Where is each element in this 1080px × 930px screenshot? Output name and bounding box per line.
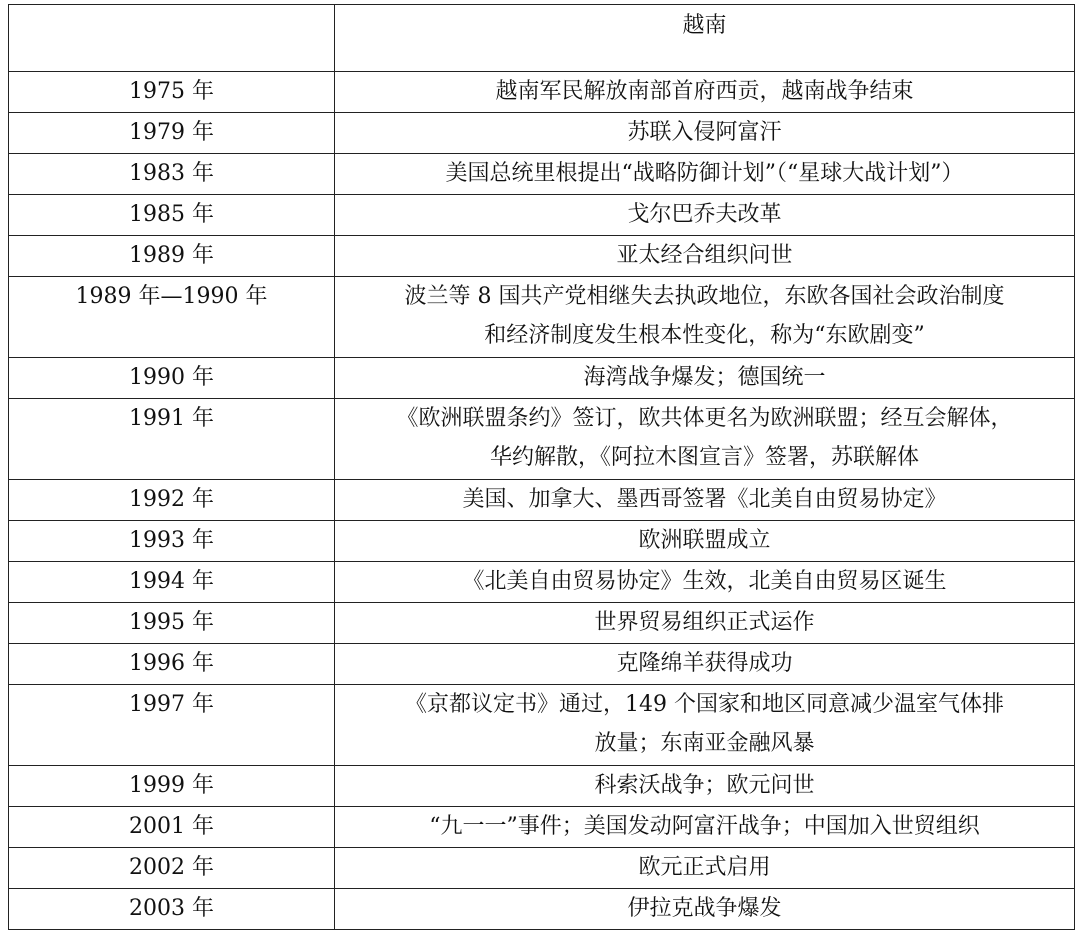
event-line: 华约解散，《阿拉木图宣言》签署，苏联解体 (489, 445, 919, 470)
table-row (9, 113, 1075, 154)
event-cell (335, 72, 1075, 113)
event-cell (335, 399, 1075, 480)
header-year-cell (9, 5, 335, 72)
year-cell: 2003 年 (9, 889, 335, 930)
event-line: 克隆绵羊获得成功 (616, 651, 793, 676)
table-row (9, 848, 1075, 889)
year-cell: 1985 年 (9, 195, 335, 236)
event-line: 苏联入侵阿富汗 (627, 120, 782, 145)
year-cell: 1991 年 (9, 399, 335, 480)
year-cell: 1975 年 (9, 72, 335, 113)
timeline-body (9, 5, 1075, 930)
table-row (9, 358, 1075, 399)
event-line: 世界贸易组织正式运作 (594, 610, 815, 635)
event-line: 伊拉克战争爆发 (627, 896, 782, 921)
year-cell: 1995 年 (9, 603, 335, 644)
table-row (9, 195, 1075, 236)
table-row (9, 562, 1075, 603)
year-cell: 1989 年 (9, 236, 335, 277)
year-cell: 1993 年 (9, 521, 335, 562)
year-cell: 2001 年 (9, 807, 335, 848)
table-row (9, 603, 1075, 644)
event-cell (335, 562, 1075, 603)
table-row (9, 399, 1075, 480)
header-row (9, 5, 1075, 72)
event-line: 欧洲联盟成立 (638, 528, 771, 553)
header-event-cell: 越南 (335, 5, 1075, 72)
event-cell (335, 113, 1075, 154)
year-cell: 1989 年—1990 年 (9, 277, 335, 358)
event-cell (335, 644, 1075, 685)
year-cell: 1994 年 (9, 562, 335, 603)
year-cell: 1990 年 (9, 358, 335, 399)
event-line: 科索沃战争；欧元问世 (594, 773, 815, 798)
year-cell: 1983 年 (9, 154, 335, 195)
event-line: 海湾战争爆发；德国统一 (583, 365, 826, 390)
event-cell (335, 480, 1075, 521)
event-cell (335, 358, 1075, 399)
table-row (9, 154, 1075, 195)
event-line: 亚太经合组织问世 (616, 243, 793, 268)
table-row (9, 766, 1075, 807)
event-cell (335, 521, 1075, 562)
table-row (9, 277, 1075, 358)
event-cell (335, 154, 1075, 195)
event-cell (335, 277, 1075, 358)
table-row (9, 889, 1075, 930)
year-cell: 1999 年 (9, 766, 335, 807)
year-cell: 1996 年 (9, 644, 335, 685)
event-cell (335, 766, 1075, 807)
table-row (9, 480, 1075, 521)
event-line: 《北美自由贸易协定》生效，北美自由贸易区诞生 (462, 569, 947, 594)
event-line: 波兰等 8 国共产党相继失去执政地位，东欧各国社会政治制度 (404, 284, 1005, 309)
table-row (9, 644, 1075, 685)
event-line: 和经济制度发生根本性变化，称为“东欧剧变” (484, 323, 925, 348)
table-row (9, 685, 1075, 766)
event-line: 戈尔巴乔夫改革 (627, 202, 782, 227)
event-line: 欧元正式启用 (638, 855, 771, 880)
year-cell: 2002 年 (9, 848, 335, 889)
event-cell (335, 236, 1075, 277)
event-line: “九一一”事件；美国发动阿富汗战争；中国加入世贸组织 (429, 814, 980, 839)
table-row (9, 521, 1075, 562)
event-cell (335, 848, 1075, 889)
timeline-table (8, 4, 1075, 930)
year-cell: 1979 年 (9, 113, 335, 154)
event-line: 越南军民解放南部首府西贡，越南战争结束 (495, 79, 914, 104)
table-row (9, 807, 1075, 848)
timeline-document (8, 4, 1074, 930)
year-cell: 1997 年 (9, 685, 335, 766)
table-row (9, 236, 1075, 277)
event-line: 美国、加拿大、墨西哥签署《北美自由贸易协定》 (462, 487, 947, 512)
event-cell (335, 685, 1075, 766)
event-cell (335, 889, 1075, 930)
event-line: 美国总统里根提出“战略防御计划”（“星球大战计划”） (445, 161, 964, 186)
year-cell: 1992 年 (9, 480, 335, 521)
table-row (9, 72, 1075, 113)
event-cell (335, 807, 1075, 848)
event-cell (335, 195, 1075, 236)
event-line: 《京都议定书》通过，149 个国家和地区同意减少温室气体排 (405, 692, 1004, 717)
event-cell (335, 603, 1075, 644)
event-line: 《欧洲联盟条约》签订，欧共体更名为欧洲联盟；经互会解体， (396, 406, 1013, 431)
event-line: 放量；东南亚金融风暴 (594, 731, 815, 756)
